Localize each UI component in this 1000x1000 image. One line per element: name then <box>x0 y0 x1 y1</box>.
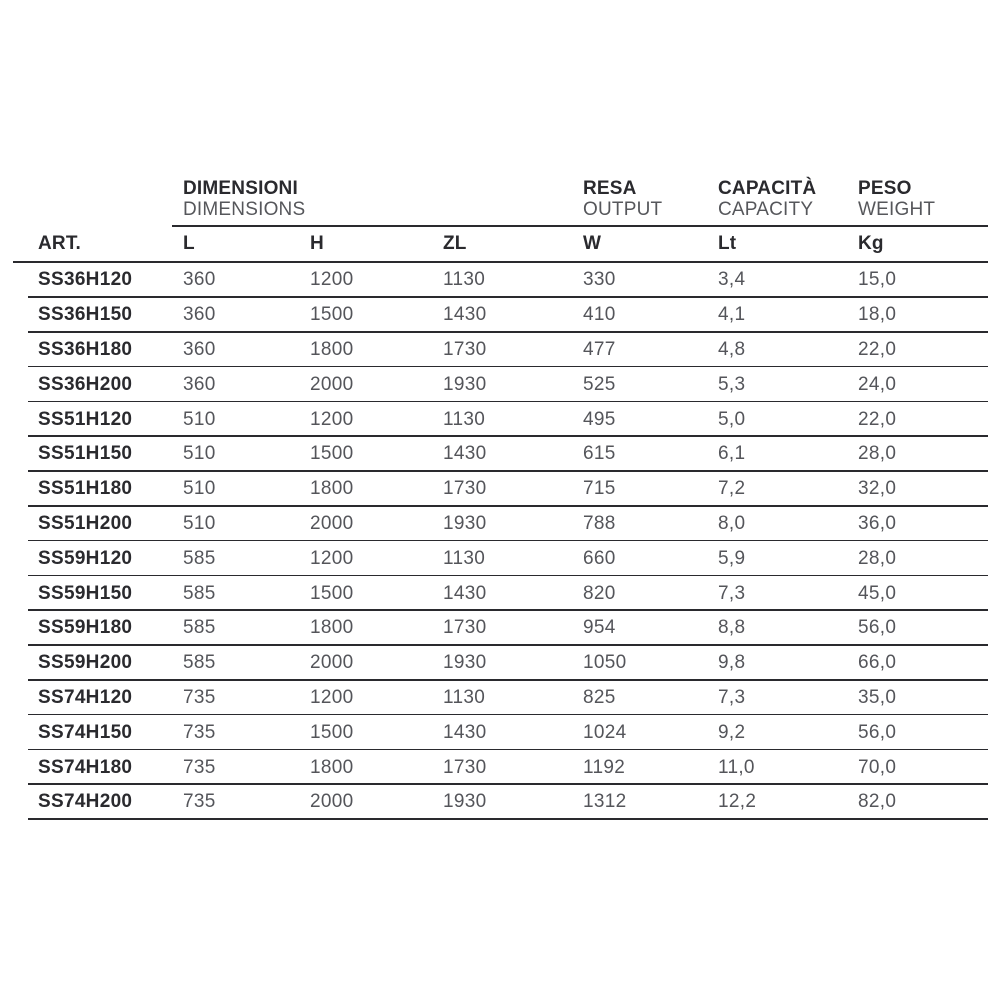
cell-article-code: SS51H150 <box>38 443 133 465</box>
cell-capacity-lt: 12,2 <box>718 791 757 813</box>
cell-output-w: 1050 <box>583 652 627 674</box>
cell-zl: 1930 <box>443 512 487 534</box>
cell-capacity-lt: 7,3 <box>718 582 746 604</box>
group-header-weight <box>858 178 935 220</box>
cell-article-code: SS74H150 <box>38 721 133 743</box>
cell-length: 360 <box>183 304 216 326</box>
cell-height: 2000 <box>310 791 354 813</box>
column-header-h: H <box>310 233 324 254</box>
cell-height: 1200 <box>310 686 354 708</box>
cell-weight-kg: 45,0 <box>858 582 897 604</box>
cell-length: 735 <box>183 686 216 708</box>
group-header-capacity <box>718 178 816 220</box>
cell-weight-kg: 36,0 <box>858 512 897 534</box>
cell-output-w: 1312 <box>583 791 627 813</box>
cell-zl: 1430 <box>443 443 487 465</box>
cell-output-w: 825 <box>583 686 616 708</box>
cell-zl: 1930 <box>443 791 487 813</box>
cell-weight-kg: 56,0 <box>858 721 897 743</box>
cell-weight-kg: 22,0 <box>858 408 897 430</box>
cell-zl: 1130 <box>443 408 486 430</box>
cell-weight-kg: 24,0 <box>858 373 897 395</box>
cell-height: 1200 <box>310 408 354 430</box>
group-header-capacity-en: CAPACITY <box>718 199 814 220</box>
table-row <box>13 333 988 368</box>
group-header-dimensions-en: DIMENSIONS <box>183 199 306 220</box>
cell-output-w: 410 <box>583 304 616 326</box>
cell-capacity-lt: 6,1 <box>718 443 746 465</box>
cell-article-code: SS36H120 <box>38 269 133 291</box>
cell-capacity-lt: 5,0 <box>718 408 746 430</box>
cell-capacity-lt: 8,8 <box>718 617 746 639</box>
cell-height: 1500 <box>310 443 354 465</box>
group-header-weight-en: WEIGHT <box>858 199 936 220</box>
cell-output-w: 788 <box>583 512 616 534</box>
cell-zl: 1930 <box>443 373 487 395</box>
cell-height: 1500 <box>310 304 354 326</box>
cell-length: 585 <box>183 652 216 674</box>
cell-weight-kg: 28,0 <box>858 443 897 465</box>
cell-output-w: 495 <box>583 408 616 430</box>
table-row <box>13 298 988 333</box>
cell-article-code: SS59H120 <box>38 547 133 569</box>
cell-height: 2000 <box>310 373 354 395</box>
cell-capacity-lt: 9,8 <box>718 652 746 674</box>
cell-height: 1800 <box>310 478 354 500</box>
cell-height: 1500 <box>310 721 354 743</box>
group-header-output-it: RESA <box>583 178 637 199</box>
cell-capacity-lt: 5,3 <box>718 373 746 395</box>
cell-height: 2000 <box>310 652 354 674</box>
cell-capacity-lt: 5,9 <box>718 547 746 569</box>
cell-length: 510 <box>183 408 216 430</box>
cell-length: 585 <box>183 547 216 569</box>
column-header-l: L <box>183 233 195 254</box>
cell-output-w: 615 <box>583 443 616 465</box>
cell-article-code: SS36H150 <box>38 304 133 326</box>
cell-zl: 1730 <box>443 338 487 360</box>
spec-table <box>13 178 988 820</box>
cell-article-code: SS59H180 <box>38 617 133 639</box>
cell-weight-kg: 22,0 <box>858 338 897 360</box>
cell-capacity-lt: 3,4 <box>718 269 746 291</box>
cell-length: 360 <box>183 269 216 291</box>
table-row <box>13 367 988 402</box>
group-header-dimensions-it: DIMENSIONI <box>183 178 298 199</box>
table-row <box>13 541 988 576</box>
table-row <box>13 263 988 298</box>
group-header-capacity-it: CAPACITÀ <box>718 178 817 199</box>
group-header-underline <box>172 225 988 227</box>
cell-weight-kg: 32,0 <box>858 478 897 500</box>
cell-article-code: SS51H180 <box>38 478 133 500</box>
group-header-dimensions <box>183 178 305 220</box>
cell-article-code: SS36H200 <box>38 373 133 395</box>
cell-article-code: SS59H200 <box>38 652 133 674</box>
cell-article-code: SS59H150 <box>38 582 133 604</box>
cell-length: 510 <box>183 512 216 534</box>
column-header-row <box>13 227 988 263</box>
group-header-row <box>13 178 988 227</box>
cell-output-w: 1192 <box>583 756 626 778</box>
cell-zl: 1730 <box>443 617 487 639</box>
table-row <box>13 646 988 681</box>
cell-length: 735 <box>183 756 216 778</box>
cell-height: 2000 <box>310 512 354 534</box>
cell-output-w: 820 <box>583 582 616 604</box>
column-header-lt: Lt <box>718 233 737 254</box>
cell-weight-kg: 56,0 <box>858 617 897 639</box>
cell-length: 735 <box>183 721 216 743</box>
cell-output-w: 1024 <box>583 721 627 743</box>
table-body <box>13 263 988 820</box>
cell-weight-kg: 28,0 <box>858 547 897 569</box>
cell-zl: 1430 <box>443 582 487 604</box>
table-row <box>13 750 988 785</box>
cell-capacity-lt: 7,2 <box>718 478 746 500</box>
cell-length: 585 <box>183 582 216 604</box>
cell-weight-kg: 15,0 <box>858 269 897 291</box>
cell-article-code: SS74H120 <box>38 686 133 708</box>
cell-weight-kg: 70,0 <box>858 756 897 778</box>
cell-output-w: 525 <box>583 373 616 395</box>
cell-zl: 1130 <box>443 686 486 708</box>
table-row <box>13 715 988 750</box>
cell-output-w: 477 <box>583 338 616 360</box>
cell-zl: 1430 <box>443 721 487 743</box>
cell-length: 510 <box>183 443 216 465</box>
cell-capacity-lt: 4,8 <box>718 338 746 360</box>
group-header-output-en: OUTPUT <box>583 199 663 220</box>
cell-length: 360 <box>183 338 216 360</box>
cell-article-code: SS51H200 <box>38 512 133 534</box>
column-header-art: ART. <box>38 233 82 254</box>
cell-article-code: SS36H180 <box>38 338 133 360</box>
cell-zl: 1730 <box>443 478 487 500</box>
column-header-kg: Kg <box>858 233 884 254</box>
cell-output-w: 954 <box>583 617 616 639</box>
cell-length: 585 <box>183 617 216 639</box>
cell-height: 1200 <box>310 269 354 291</box>
cell-height: 1800 <box>310 617 354 639</box>
group-header-weight-it: PESO <box>858 178 912 199</box>
cell-capacity-lt: 4,1 <box>718 304 746 326</box>
column-header-zl: ZL <box>443 233 467 254</box>
cell-output-w: 660 <box>583 547 616 569</box>
cell-capacity-lt: 9,2 <box>718 721 746 743</box>
cell-capacity-lt: 7,3 <box>718 686 746 708</box>
cell-capacity-lt: 8,0 <box>718 512 746 534</box>
cell-weight-kg: 66,0 <box>858 652 897 674</box>
cell-article-code: SS51H120 <box>38 408 133 430</box>
table-row <box>13 402 988 437</box>
cell-height: 1200 <box>310 547 354 569</box>
column-header-w: W <box>583 233 602 254</box>
cell-height: 1500 <box>310 582 354 604</box>
table-row <box>13 437 988 472</box>
table-row <box>13 681 988 716</box>
table-row <box>13 576 988 611</box>
cell-zl: 1430 <box>443 304 487 326</box>
cell-article-code: SS74H200 <box>38 791 133 813</box>
cell-weight-kg: 18,0 <box>858 304 897 326</box>
cell-zl: 1730 <box>443 756 487 778</box>
cell-length: 735 <box>183 791 216 813</box>
cell-weight-kg: 35,0 <box>858 686 897 708</box>
cell-height: 1800 <box>310 756 354 778</box>
cell-output-w: 330 <box>583 269 616 291</box>
cell-weight-kg: 82,0 <box>858 791 897 813</box>
table-row <box>13 785 988 820</box>
cell-output-w: 715 <box>583 478 616 500</box>
cell-length: 510 <box>183 478 216 500</box>
table-row <box>13 507 988 542</box>
cell-zl: 1930 <box>443 652 487 674</box>
cell-capacity-lt: 11,0 <box>718 756 755 778</box>
cell-height: 1800 <box>310 338 354 360</box>
cell-length: 360 <box>183 373 216 395</box>
cell-zl: 1130 <box>443 269 486 291</box>
table-row <box>13 611 988 646</box>
table-row <box>13 472 988 507</box>
group-header-output <box>583 178 662 220</box>
cell-zl: 1130 <box>443 547 486 569</box>
cell-article-code: SS74H180 <box>38 756 133 778</box>
